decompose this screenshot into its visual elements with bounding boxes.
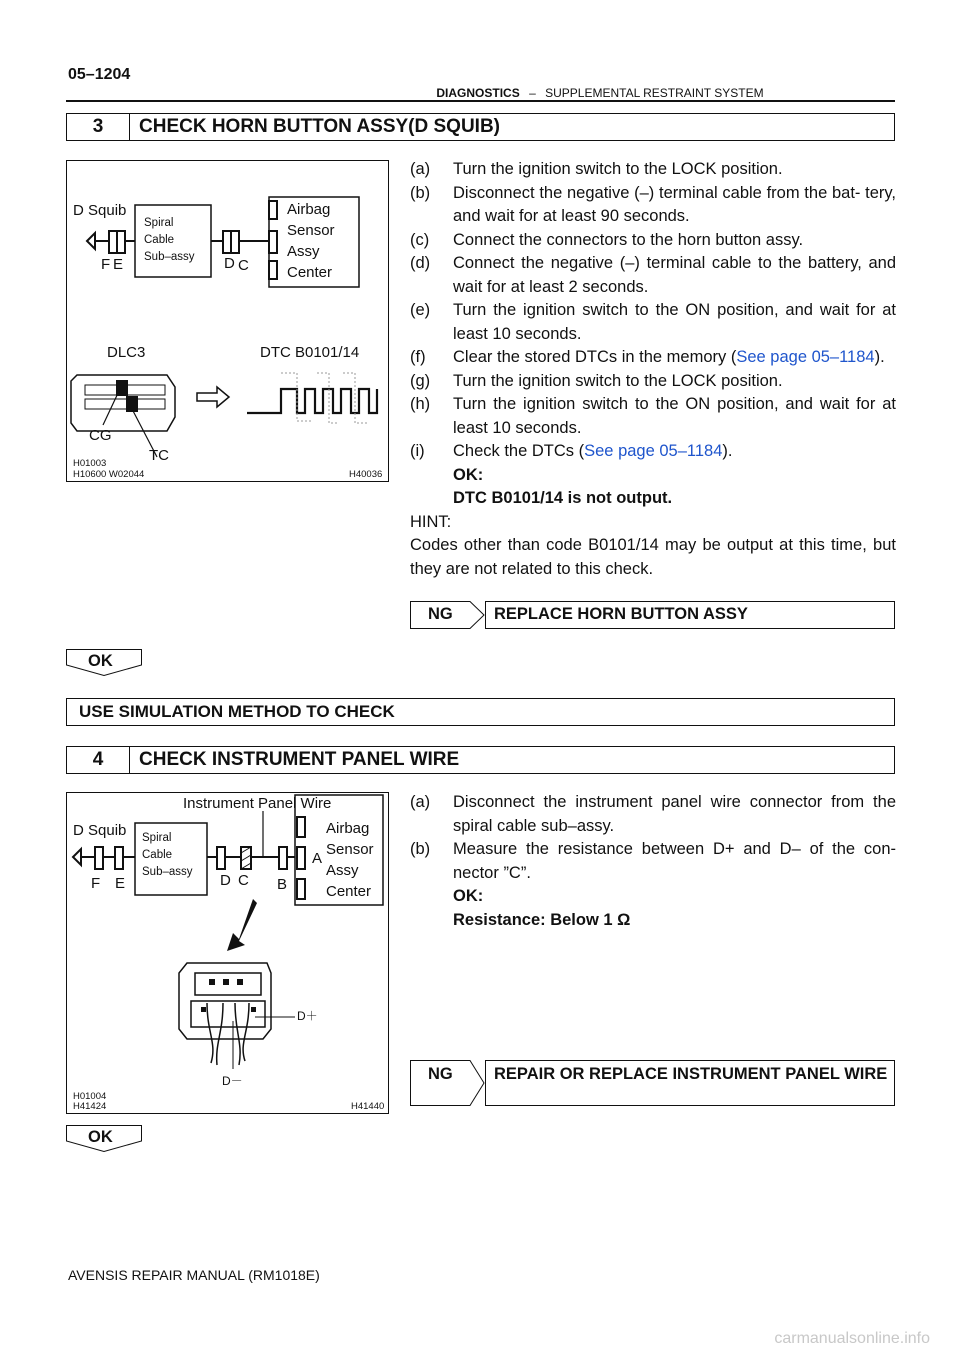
airbag-line-1: Airbag <box>287 201 331 218</box>
item-key: (a) <box>410 160 431 178</box>
procedure-item <box>410 182 896 229</box>
procedure-item <box>410 252 896 299</box>
item-text: Connect the connectors to the horn button assy. <box>453 230 804 249</box>
item-text: Connect the negative (–) terminal cable to the battery, and wait for at least 2 seconds. <box>453 254 896 296</box>
ng-tag-label: NG <box>428 1065 453 1083</box>
item-text: Measure the resistance between D+ and D– of the con- nector ”C”. <box>453 840 896 882</box>
label-c: C <box>238 872 249 889</box>
label-d-plus: D＋ <box>297 1009 318 1023</box>
ng-action: REPAIR OR REPLACE INSTRUMENT PANEL WIRE <box>494 1065 888 1083</box>
item-text: Turn the ignition switch to the ON position, and wait for at least 10 seconds. <box>453 395 896 437</box>
label-d: D <box>220 872 231 889</box>
figure-code-1: H01003 <box>73 458 107 469</box>
label-instrument-panel-wire: Instrument Panel Wire <box>183 795 332 812</box>
procedure-item <box>410 791 896 838</box>
item-key: (i) <box>410 442 425 460</box>
label-a: A <box>312 850 323 867</box>
running-header <box>0 86 960 100</box>
step-4-header <box>66 746 895 774</box>
label-airbag-sensor <box>287 199 335 283</box>
figure-code-2: H10600 W02044 <box>73 469 145 480</box>
label-d-squib: D Squib <box>73 202 127 219</box>
label-c: C <box>238 257 249 274</box>
label-dlc3: DLC3 <box>107 344 146 361</box>
procedure-item <box>410 440 896 464</box>
ok-tag-label: OK <box>88 1128 113 1146</box>
airbag-line-1: Airbag <box>326 820 370 837</box>
ok-criteria: Resistance: Below 1 Ω <box>453 910 631 929</box>
header-section: DIAGNOSTICS <box>436 86 520 100</box>
label-d-minus: D－ <box>222 1074 243 1088</box>
header-rule <box>66 100 895 102</box>
watermark: carmanualsonline.info <box>774 1330 930 1347</box>
item-key: (f) <box>410 348 426 366</box>
figure-code-1: H01004 <box>73 1091 107 1102</box>
procedure-item <box>410 229 896 253</box>
ng-tag-label: NG <box>428 605 453 623</box>
procedure-item <box>410 838 896 885</box>
header-subsection: SUPPLEMENTAL RESTRAINT SYSTEM <box>545 86 764 100</box>
see-page-link[interactable]: See page 05–1184 <box>584 442 723 460</box>
hint-text: Codes other than code B0101/14 may be output at this time, but they are not related to this check. <box>410 536 896 578</box>
figure-code-3: H41440 <box>351 1101 385 1112</box>
step-title: CHECK HORN BUTTON ASSY(D SQUIB) <box>139 116 501 137</box>
see-page-link[interactable]: See page 05–1184 <box>736 348 875 366</box>
label-e: E <box>115 875 126 892</box>
ok-tag-4 <box>66 1125 141 1151</box>
step-3-procedure <box>410 158 896 581</box>
ok-label: OK: <box>453 465 484 484</box>
airbag-line-4: Center <box>326 883 372 900</box>
step-4-procedure <box>410 791 896 932</box>
label-b: B <box>277 876 288 893</box>
item-key: (d) <box>410 254 431 272</box>
label-d: D <box>224 255 235 272</box>
spiral-line-2: Cable <box>142 849 173 861</box>
label-spiral-cable <box>144 215 195 266</box>
airbag-line-2: Sensor <box>287 222 335 239</box>
item-text: Turn the ignition switch to the LOCK position. <box>453 371 783 390</box>
item-text-pre: Check the DTCs ( <box>453 442 585 460</box>
header-separator: – <box>529 86 536 100</box>
item-text <box>453 440 896 464</box>
item-key: (c) <box>410 230 430 249</box>
item-text: Turn the ignition switch to the ON position, and wait for at least 10 seconds. <box>453 301 896 343</box>
procedure-item <box>410 393 896 440</box>
label-f: F <box>101 256 111 273</box>
airbag-line-2: Sensor <box>326 841 374 858</box>
ok-tag-3 <box>66 649 141 675</box>
ok-tag-label: OK <box>88 652 113 670</box>
simulation-method-box: USE SIMULATION METHOD TO CHECK <box>66 698 895 726</box>
page-number: 05–1204 <box>68 66 131 83</box>
label-dtc: DTC B0101/14 <box>260 344 360 361</box>
item-text: Disconnect the instrument panel wire connector from the spiral cable sub–assy. <box>453 793 896 835</box>
spiral-line-3: Sub–assy <box>142 866 193 878</box>
hint-label: HINT: <box>410 512 452 531</box>
ok-criteria: DTC B0101/14 is not output. <box>453 489 673 507</box>
spiral-line-1: Spiral <box>144 217 174 229</box>
figure-code-2: H41424 <box>73 1101 107 1112</box>
label-spiral-cable <box>142 830 193 881</box>
figure-code-3: H40036 <box>349 469 383 480</box>
figure-instrument-panel-wire <box>66 792 389 1114</box>
ok-label: OK: <box>453 887 484 905</box>
item-text: Turn the ignition switch to the LOCK position. <box>453 160 783 178</box>
label-airbag-sensor <box>326 818 374 902</box>
step-number: 3 <box>67 114 130 140</box>
label-d-squib: D Squib <box>73 822 127 839</box>
item-text <box>453 346 896 370</box>
item-text: Disconnect the negative (–) terminal cable from the bat- tery, and wait for at least 90 seconds. <box>453 183 896 225</box>
procedure-item <box>410 299 896 346</box>
ng-result-3 <box>410 601 895 629</box>
step-title: CHECK INSTRUMENT PANEL WIRE <box>139 749 460 770</box>
label-f: F <box>91 875 101 892</box>
procedure-item <box>410 370 896 394</box>
airbag-line-3: Assy <box>326 862 359 879</box>
item-text-pre: Clear the stored DTCs in the memory ( <box>453 348 737 366</box>
item-key: (b) <box>410 183 431 202</box>
label-cg: CG <box>89 427 112 444</box>
item-text-post: ). <box>874 348 885 366</box>
spiral-line-2: Cable <box>144 234 175 246</box>
ng-action: REPLACE HORN BUTTON ASSY <box>494 605 748 623</box>
step-number: 4 <box>67 747 130 773</box>
label-tc: TC <box>149 447 169 464</box>
step-3-header <box>66 113 895 141</box>
item-key: (b) <box>410 840 431 858</box>
spiral-line-1: Spiral <box>142 832 172 844</box>
item-key: (g) <box>410 371 431 390</box>
label-e: E <box>113 256 124 273</box>
ng-result-4 <box>410 1060 895 1106</box>
procedure-item <box>410 158 896 182</box>
item-key: (h) <box>410 395 431 413</box>
airbag-line-3: Assy <box>287 243 320 260</box>
figure-horn-button-check <box>66 160 389 482</box>
manual-id: AVENSIS REPAIR MANUAL (RM1018E) <box>68 1267 320 1283</box>
item-key: (e) <box>410 301 431 319</box>
spiral-line-3: Sub–assy <box>144 251 195 263</box>
item-text-post: ). <box>722 442 733 460</box>
procedure-item <box>410 346 896 370</box>
item-key: (a) <box>410 793 431 811</box>
airbag-line-4: Center <box>287 264 333 281</box>
